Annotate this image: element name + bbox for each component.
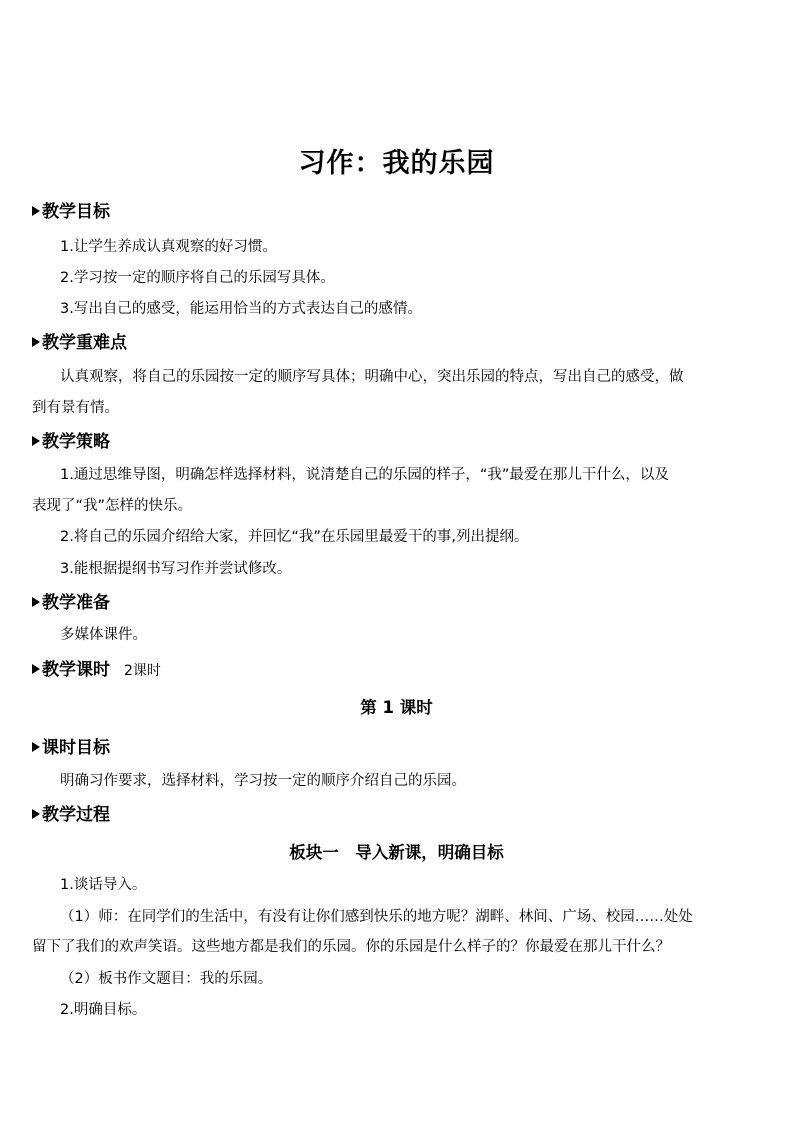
lesson-goal-text: 明确习作要求，选择材料，学习按一定的顺序介绍自己的乐园。 xyxy=(60,773,466,789)
heading-key-points: 教学重难点 xyxy=(32,331,127,355)
triangle-bullet-icon xyxy=(32,337,40,347)
step-1-1-line-1: （1）师：在同学们的生活中，有没有让你们感到快乐的地方呢？湖畔、林间、广场、校园……处处 xyxy=(60,909,693,925)
step-1-1-line-2: 留下了我们的欢声笑语。这些地方都是我们的乐园。你的乐园是什么样子的？你最爱在那儿干什么？ xyxy=(32,939,670,955)
strategy-item-1-line-2: 表现了“我”怎样的快乐。 xyxy=(32,498,193,514)
document-title: 习作：我的乐园 xyxy=(298,148,495,179)
heading-teaching-process: 教学过程 xyxy=(32,803,110,827)
step-1: 1.谈话导入。 xyxy=(60,877,147,893)
triangle-bullet-icon xyxy=(32,809,40,819)
periods-value: 2课时 xyxy=(124,663,161,679)
triangle-bullet-icon xyxy=(32,742,40,752)
block-one-title: 板块一 导入新课，明确目标 xyxy=(289,843,504,862)
triangle-bullet-icon xyxy=(32,597,40,607)
strategy-item-3: 3.能根据提纲书写习作并尝试修改。 xyxy=(60,561,292,577)
heading-teaching-goals: 教学目标 xyxy=(32,200,110,224)
strategy-item-1-line-1: 1.通过思维导图，明确怎样选择材料，说清楚自己的乐园的样子，“我”最爱在那儿干什么，以及 xyxy=(60,467,669,483)
key-points-line-2: 到有景有情。 xyxy=(32,400,119,416)
triangle-bullet-icon xyxy=(32,206,40,216)
heading-preparation: 教学准备 xyxy=(32,591,110,615)
step-2: 2.明确目标。 xyxy=(60,1002,147,1018)
triangle-bullet-icon xyxy=(32,436,40,446)
heading-strategy: 教学策略 xyxy=(32,430,110,454)
goal-item-2: 2.学习按一定的顺序将自己的乐园写具体。 xyxy=(60,270,335,286)
step-1-2: （2）板书作文题目：我的乐园。 xyxy=(60,971,273,987)
lesson-title: 第 1 课时 xyxy=(360,698,433,717)
goal-item-1: 1.让学生养成认真观察的好习惯。 xyxy=(60,239,277,255)
heading-periods: 教学课时 2课时 xyxy=(32,658,161,683)
preparation-text: 多媒体课件。 xyxy=(60,627,147,643)
heading-lesson-goal: 课时目标 xyxy=(32,736,110,760)
goal-item-3: 3.写出自己的感受，能运用恰当的方式表达自己的感情。 xyxy=(60,301,422,317)
key-points-line-1: 认真观察，将自己的乐园按一定的顺序写具体；明确中心，突出乐园的特点，写出自己的感受，做 xyxy=(60,369,684,385)
triangle-bullet-icon xyxy=(32,664,40,674)
strategy-item-2: 2.将自己的乐园介绍给大家，并回忆“我”在乐园里最爱干的事,列出提纲。 xyxy=(60,529,529,545)
